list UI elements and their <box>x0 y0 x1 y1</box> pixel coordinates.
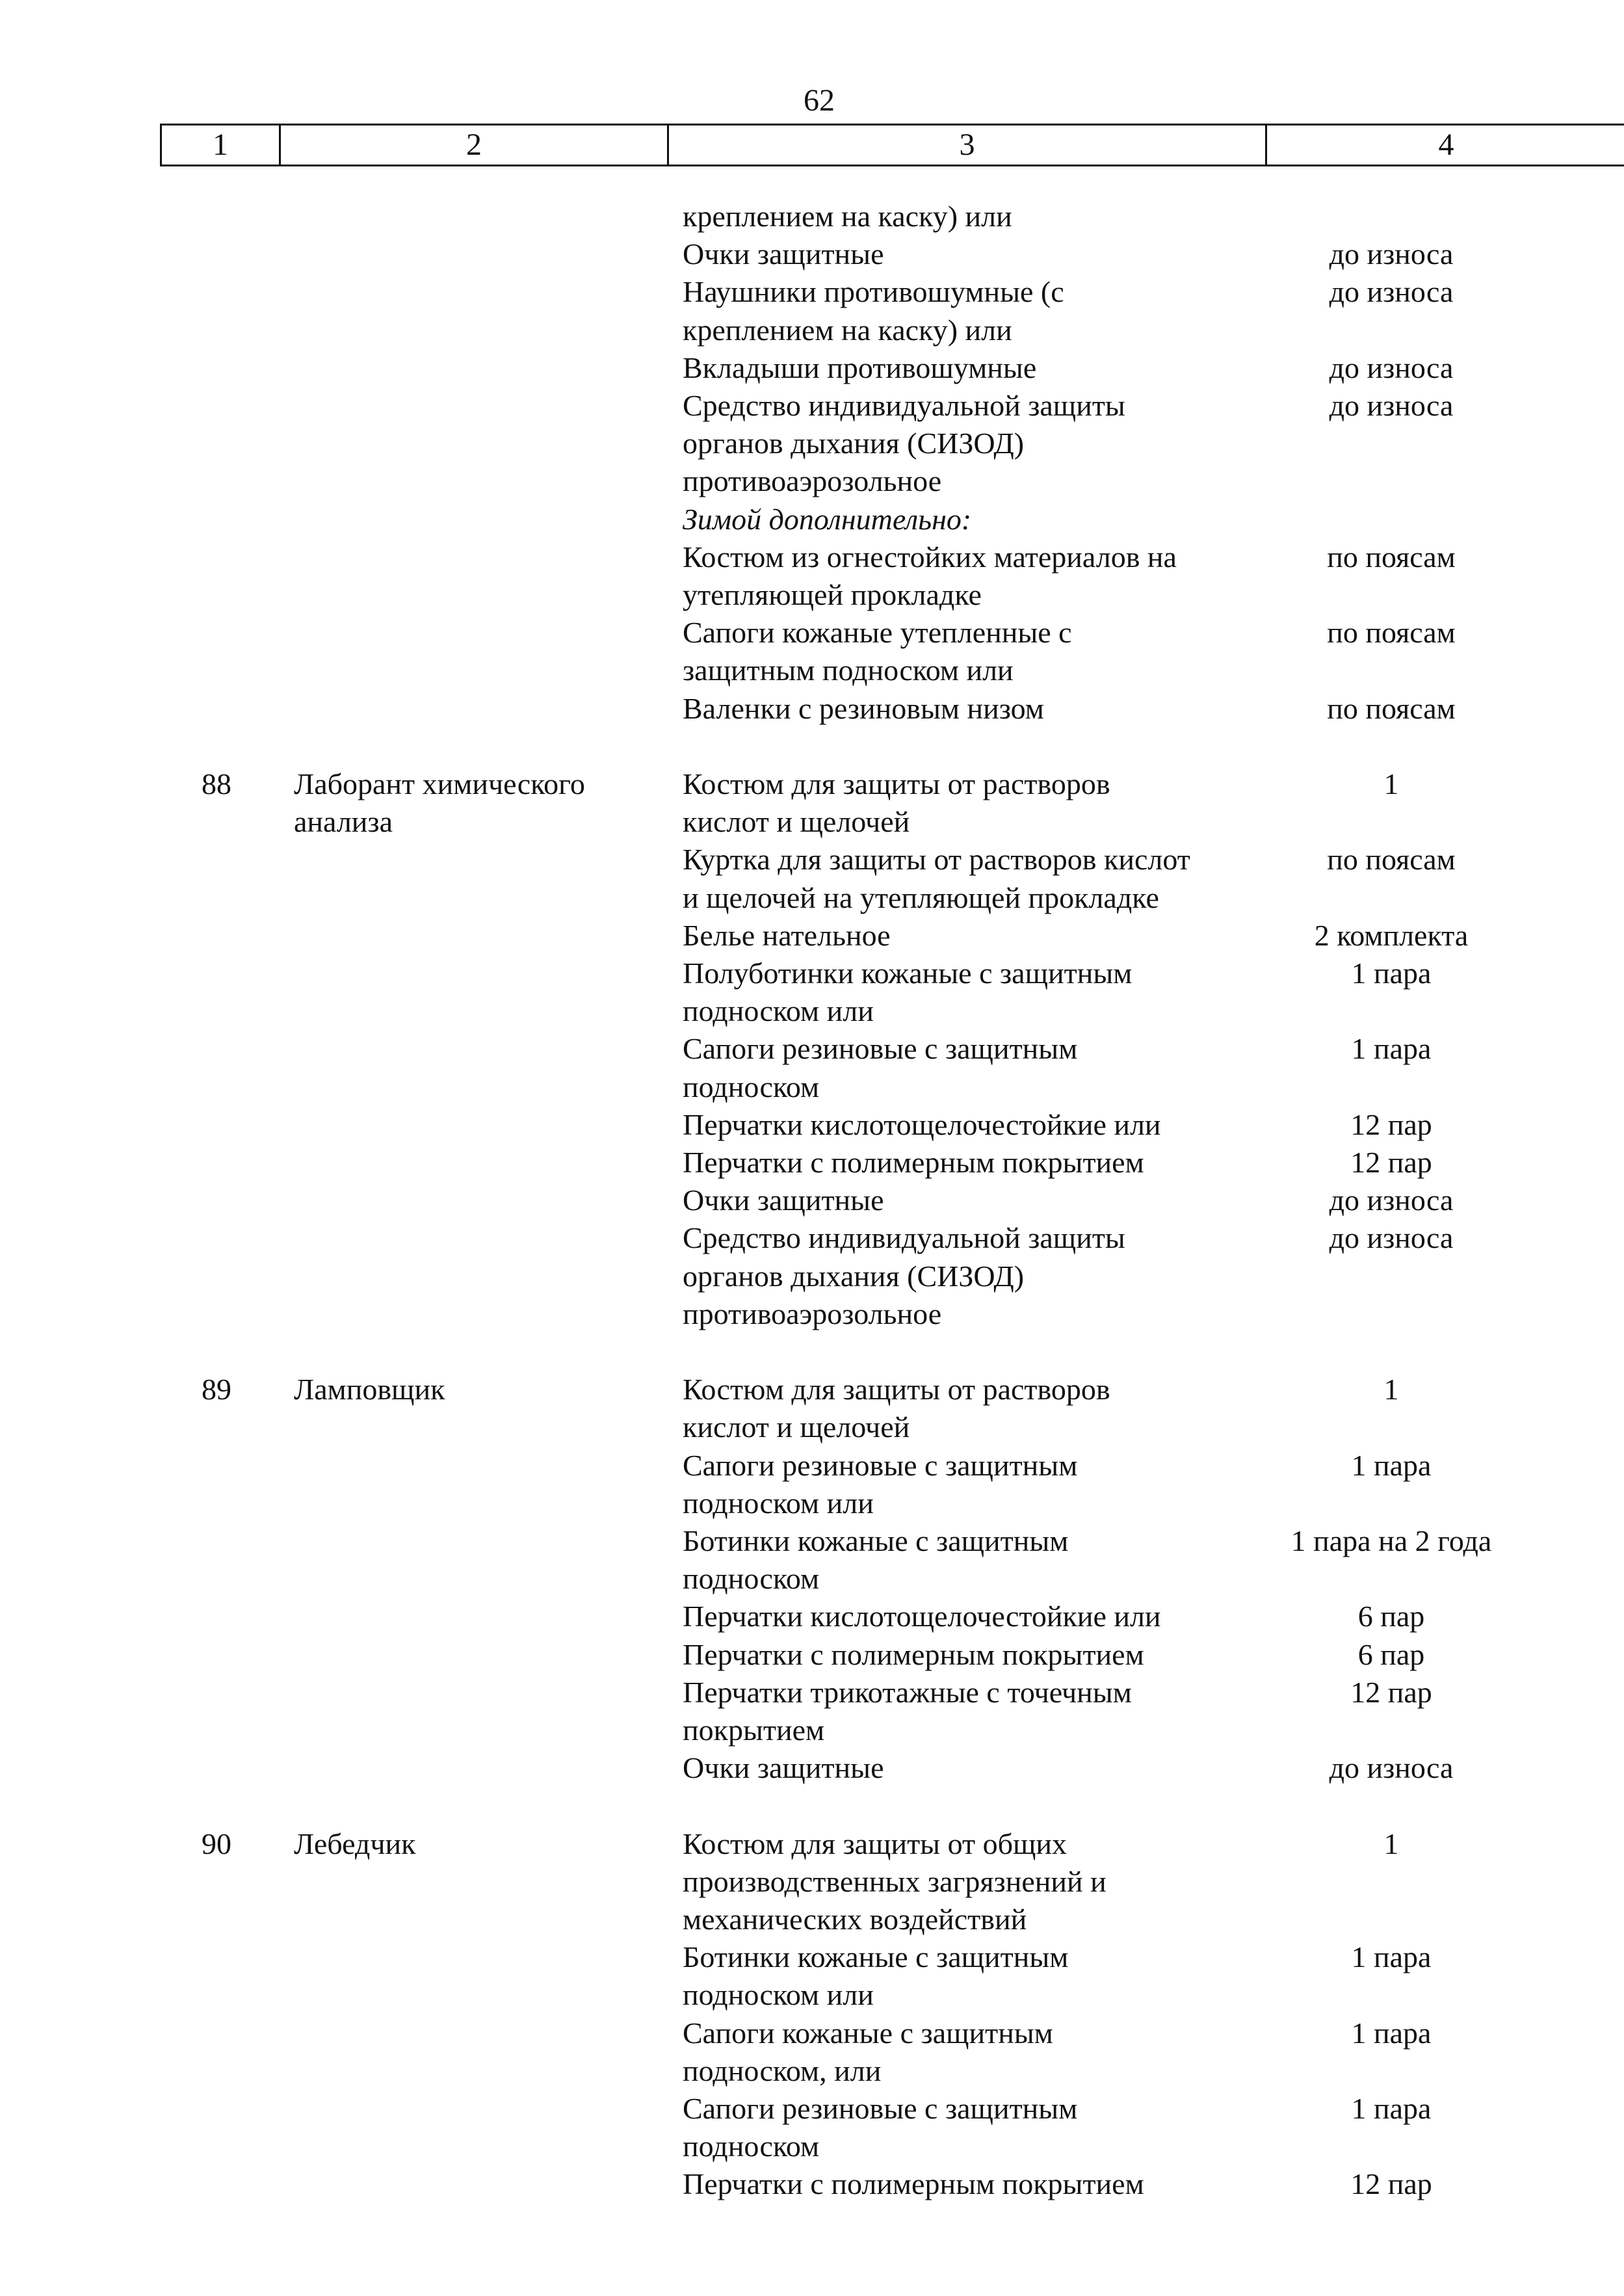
issue-norm: 6 пар <box>1357 1600 1425 1633</box>
ppe-item: Костюм для защиты от растворов <box>683 1373 1110 1406</box>
ppe-item: Белье нательное <box>683 919 891 952</box>
ppe-item: Полуботинки кожаные с защитным <box>683 957 1133 990</box>
issue-norm: до износа <box>1329 275 1454 308</box>
ppe-item: Куртка для защиты от растворов кислот <box>683 843 1190 876</box>
issue-norm: до износа <box>1329 237 1454 271</box>
ppe-item: Сапоги резиновые с защитным <box>683 1449 1078 1482</box>
column-header-2: 2 <box>281 125 669 165</box>
ppe-item: органов дыхания (СИЗОД) <box>683 1260 1025 1293</box>
ppe-item: Сапоги кожаные утепленные с <box>683 616 1072 649</box>
ppe-item: Ботинки кожаные с защитным <box>683 1940 1069 1973</box>
ppe-item: подноском или <box>683 1486 874 1520</box>
row-number: 88 <box>202 767 231 800</box>
ppe-item: Костюм для защиты от растворов <box>683 767 1110 800</box>
profession-name: анализа <box>294 805 393 838</box>
ppe-item: подноском, или <box>683 2054 882 2087</box>
issue-norm: до износа <box>1329 1183 1454 1217</box>
ppe-item: Перчатки с полимерным покрытием <box>683 1146 1144 1179</box>
issue-norm: по поясам <box>1327 843 1456 876</box>
issue-norm: 1 пара <box>1351 1032 1432 1065</box>
issue-norm: 12 пар <box>1350 1146 1432 1179</box>
ppe-item: Костюм для защиты от общих <box>683 1827 1067 1860</box>
ppe-item: органов дыхания (СИЗОД) <box>683 427 1025 460</box>
ppe-item: подноском или <box>683 994 874 1027</box>
ppe-item: Очки защитные <box>683 1751 884 1784</box>
row-number: 90 <box>202 1827 231 1860</box>
issue-norm: 1 <box>1383 1373 1399 1406</box>
issue-norm: 1 пара <box>1351 2016 1432 2050</box>
row-number: 89 <box>202 1373 231 1406</box>
ppe-item: кислот и щелочей <box>683 805 910 838</box>
ppe-item: Перчатки кислотощелочестойкие или <box>683 1600 1161 1633</box>
ppe-item: кислот и щелочей <box>683 1410 910 1444</box>
issue-norm: 1 пара <box>1351 2092 1432 2125</box>
issue-norm: 1 пара <box>1351 1449 1432 1482</box>
issue-norm: до износа <box>1329 389 1454 422</box>
profession-name: Лаборант химического <box>294 767 585 800</box>
ppe-item: Перчатки трикотажные с точечным <box>683 1676 1132 1709</box>
issue-norm: 1 пара <box>1351 957 1432 990</box>
column-header-4: 4 <box>1438 127 1454 162</box>
page-number: 62 <box>804 83 835 118</box>
issue-norm: 1 пара на 2 года <box>1290 1524 1492 1557</box>
issue-norm: до износа <box>1329 1221 1454 1254</box>
ppe-item: противоаэрозольное <box>683 464 942 497</box>
profession-name: Ламповщик <box>294 1373 445 1406</box>
ppe-item: Перчатки кислотощелочестойкие или <box>683 1108 1161 1141</box>
issue-norm: 12 пар <box>1350 1676 1432 1709</box>
ppe-item: противоаэрозольное <box>683 1297 942 1330</box>
ppe-item: Костюм из огнестойких материалов на <box>683 540 1177 574</box>
ppe-item: и щелочей на утепляющей прокладке <box>683 881 1159 914</box>
issue-norm: 6 пар <box>1357 1638 1425 1671</box>
ppe-item: подноском <box>683 1562 820 1595</box>
issue-norm: по поясам <box>1327 616 1456 649</box>
ppe-item: Ботинки кожаные с защитным <box>683 1524 1069 1557</box>
ppe-item: подноском или <box>683 1978 874 2011</box>
ppe-item: Перчатки с полимерным покрытием <box>683 1638 1144 1671</box>
ppe-item: защитным подноском или <box>683 653 1014 687</box>
ppe-item: Сапоги резиновые с защитным <box>683 2092 1078 2125</box>
ppe-item: Зимой дополнительно: <box>683 503 972 536</box>
ppe-item: Вкладыши противошумные <box>683 351 1037 384</box>
ppe-item: подноском <box>683 2130 820 2163</box>
ppe-item: Сапоги кожаные с защитным <box>683 2016 1053 2050</box>
ppe-item: креплением на каску) или <box>683 313 1012 347</box>
issue-norm: 12 пар <box>1350 2167 1432 2200</box>
ppe-item: Очки защитные <box>683 1183 884 1217</box>
ppe-item: производственных загрязнений и <box>683 1865 1107 1898</box>
ppe-item: Валенки с резиновым низом <box>683 692 1044 725</box>
profession-name: Лебедчик <box>294 1827 416 1860</box>
ppe-item: Средство индивидуальной защиты <box>683 1221 1125 1254</box>
issue-norm: 2 комплекта <box>1314 919 1469 952</box>
ppe-item: подноском <box>683 1070 820 1103</box>
ppe-item: креплением на каску) или <box>683 200 1012 233</box>
ppe-item: утепляющей прокладке <box>683 578 982 611</box>
ppe-item: механических воздействий <box>683 1903 1027 1936</box>
issue-norm: по поясам <box>1327 692 1456 725</box>
issue-norm: 1 пара <box>1351 1940 1432 1973</box>
column-header-1: 1 <box>162 125 281 165</box>
ppe-item: Наушники противошумные (с <box>683 275 1064 308</box>
issue-norm: до износа <box>1329 1751 1454 1784</box>
issue-norm: по поясам <box>1327 540 1456 574</box>
ppe-item: Очки защитные <box>683 237 884 271</box>
issue-norm: до износа <box>1329 351 1454 384</box>
issue-norm: 1 <box>1383 1827 1399 1860</box>
issue-norm: 1 <box>1383 767 1399 800</box>
ppe-item: покрытием <box>683 1713 825 1747</box>
ppe-item: Перчатки с полимерным покрытием <box>683 2167 1144 2200</box>
column-header-3: 3 <box>669 125 1267 165</box>
issue-norm: 12 пар <box>1350 1108 1432 1141</box>
ppe-item: Сапоги резиновые с защитным <box>683 1032 1078 1065</box>
ppe-item: Средство индивидуальной защиты <box>683 389 1125 422</box>
